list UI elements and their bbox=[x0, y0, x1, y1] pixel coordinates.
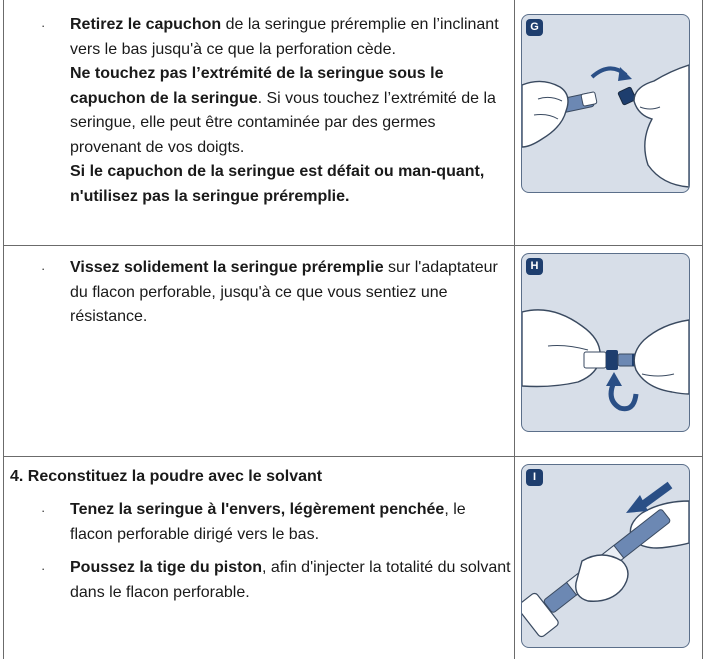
screw-syringe-drawing bbox=[522, 254, 689, 431]
rotate-arrow-icon bbox=[611, 382, 636, 409]
bold-text-segment: Ne touchez pas l’extrémité de la seringue sous le capuchon de la seringue bbox=[70, 65, 444, 107]
bold-text-segment: Poussez la tige du piston bbox=[70, 559, 263, 576]
text-segment: sur l'adaptateur du flacon perforable, jusqu'à ce que vous sentiez une résistance. bbox=[70, 259, 498, 325]
text-segment: , afin d'injecter la totalité du solvant dans le flacon perforable. bbox=[70, 559, 511, 601]
bold-text-segment: Retirez le capuchon bbox=[70, 16, 222, 33]
bold-text-segment: Vissez solidement la seringue préremplie bbox=[70, 259, 384, 276]
figure-label-badge: I bbox=[526, 469, 543, 486]
syringe-cap-icon bbox=[618, 87, 637, 106]
figure-label-badge: G bbox=[526, 19, 543, 36]
text-segment: de la seringue préremplie en l’inclinant vers le bas jusqu'à ce que la perforation cède. bbox=[70, 16, 499, 58]
text-segment: , le flacon perforable dirigé vers le bas. bbox=[70, 501, 466, 543]
text-segment: . Si vous touchez l’extrémité de la seringue, elle peut être contaminée par des germes provenant de vos doigts. bbox=[70, 89, 496, 156]
bold-text-segment: Tenez la seringue à l'envers, légèrement penchée bbox=[70, 501, 445, 518]
table-right-border bbox=[702, 0, 703, 659]
instruction-text bbox=[70, 498, 512, 547]
remove-cap-drawing bbox=[522, 15, 689, 192]
table-row bbox=[4, 457, 514, 659]
bullet-marker: · bbox=[41, 561, 46, 576]
bullet-marker: · bbox=[41, 261, 46, 276]
left-hand-icon bbox=[522, 310, 600, 387]
figure-label-badge: H bbox=[526, 258, 543, 275]
right-hand-icon bbox=[634, 65, 689, 187]
instruction-text bbox=[70, 556, 512, 605]
instruction-text bbox=[70, 256, 510, 330]
bullet-marker: · bbox=[41, 503, 46, 518]
right-hand-icon bbox=[634, 320, 689, 394]
step-heading: 4. Reconstituez la poudre avec le solvant bbox=[10, 468, 323, 485]
left-hand-icon bbox=[576, 555, 628, 601]
vial-adapter-icon bbox=[584, 350, 618, 370]
illustration-screw-syringe bbox=[521, 253, 690, 432]
table-row bbox=[4, 0, 514, 245]
illustration-inject-solvent bbox=[521, 464, 690, 648]
table-row bbox=[4, 246, 514, 456]
table-column-divider bbox=[514, 0, 515, 659]
instruction-text bbox=[70, 13, 510, 209]
bold-text-segment: Si le capuchon de la seringue est défait ou man-quant, n'utilisez pas la seringue préremplie. bbox=[70, 163, 485, 205]
illustration-remove-cap bbox=[521, 14, 690, 193]
bullet-marker: · bbox=[41, 18, 46, 33]
inject-solvent-drawing bbox=[522, 465, 689, 647]
